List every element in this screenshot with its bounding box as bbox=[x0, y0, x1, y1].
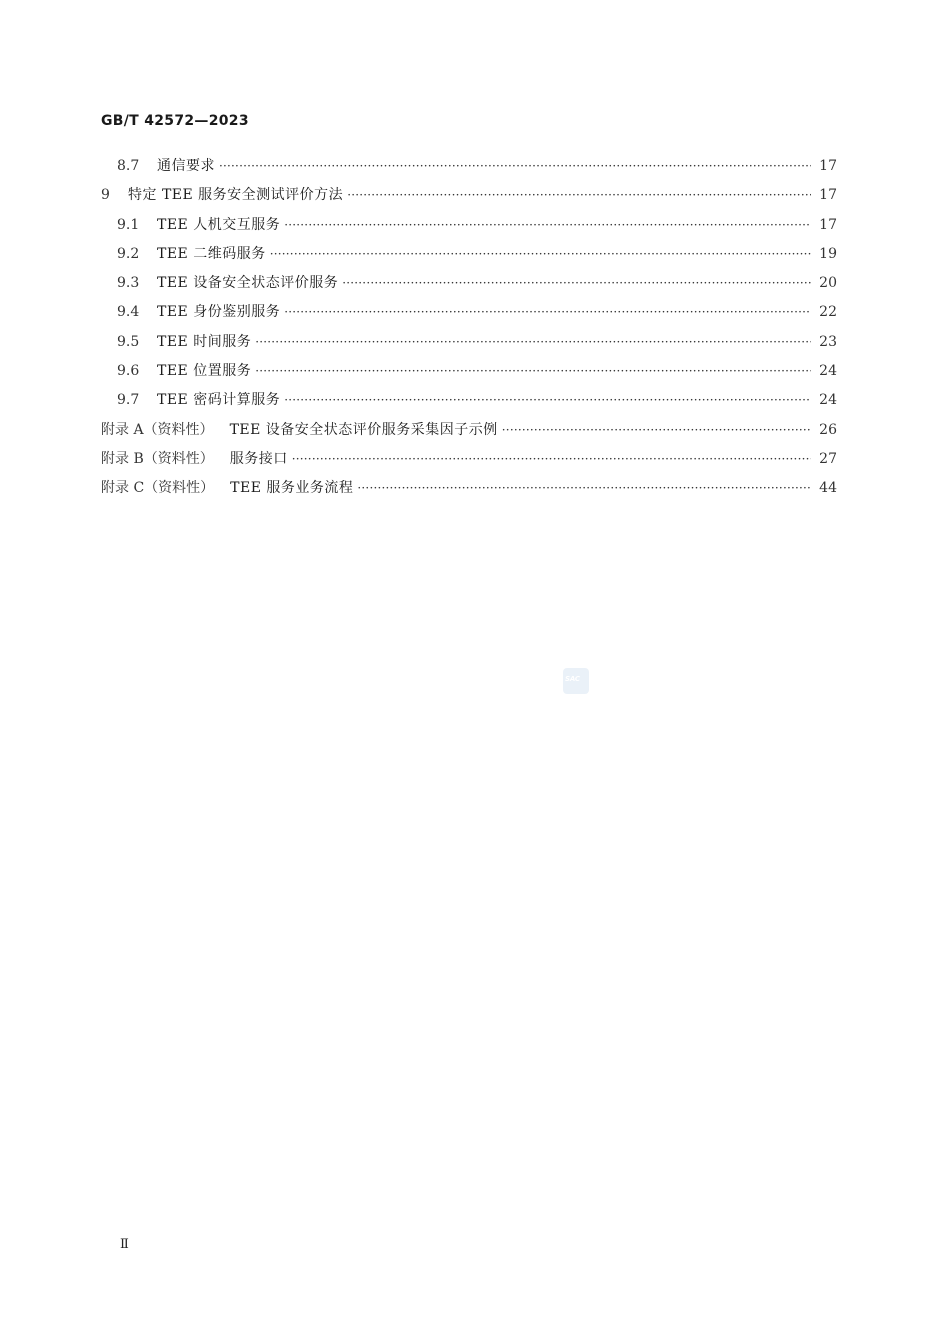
toc-entry-number: 附录 B（资料性） bbox=[101, 450, 214, 467]
toc-entry-title: 服务接口 bbox=[229, 450, 288, 467]
toc-dot-leader bbox=[502, 416, 811, 445]
toc-dot-leader bbox=[284, 386, 811, 415]
toc-entry-page: 17 bbox=[819, 158, 837, 174]
toc-entry-title: 通信要求 bbox=[157, 158, 215, 174]
toc-dot-leader bbox=[292, 445, 811, 474]
toc-entry-page: 44 bbox=[819, 480, 837, 497]
toc-entry-number: 9.3 bbox=[117, 275, 140, 292]
toc-dot-leader bbox=[219, 152, 811, 181]
toc-entry-title: TEE 二维码服务 bbox=[157, 245, 266, 262]
toc-entry-page: 17 bbox=[819, 216, 837, 233]
toc-entry-title: TEE 服务业务流程 bbox=[230, 480, 354, 497]
toc-entry-title: TEE 设备安全状态评价服务采集因子示例 bbox=[229, 421, 498, 438]
toc-entry-9-5[interactable] bbox=[101, 328, 837, 357]
toc-entry-title: TEE 身份鉴别服务 bbox=[157, 304, 281, 321]
toc-entry-title: TEE 位置服务 bbox=[157, 363, 252, 380]
toc-entry-page: 17 bbox=[819, 187, 837, 204]
toc-dot-leader bbox=[270, 240, 811, 269]
toc-entry-number: 9 bbox=[101, 187, 110, 204]
toc-entry-title: 特定 TEE 服务安全测试评价方法 bbox=[128, 187, 344, 204]
toc-entry-number: 9.4 bbox=[117, 304, 140, 321]
toc-entry-9[interactable] bbox=[101, 181, 837, 210]
toc-entry-page: 27 bbox=[819, 450, 837, 467]
toc-entry-number: 附录 A（资料性） bbox=[101, 421, 214, 438]
toc-entry-number: 附录 C（资料性） bbox=[101, 480, 215, 497]
toc-entry-number: 9.6 bbox=[117, 363, 140, 380]
table-of-contents bbox=[101, 152, 837, 504]
toc-dot-leader bbox=[284, 298, 811, 327]
toc-entry-title: TEE 时间服务 bbox=[157, 333, 252, 350]
toc-dot-leader bbox=[255, 328, 811, 357]
toc-entry-number: 9.1 bbox=[117, 216, 140, 233]
toc-entry-page: 26 bbox=[819, 421, 837, 438]
toc-dot-leader bbox=[255, 357, 811, 386]
sac-watermark-logo bbox=[563, 668, 589, 694]
toc-entry-appendix-b[interactable] bbox=[101, 445, 837, 474]
toc-entry-page: 23 bbox=[819, 333, 837, 350]
toc-entry-page: 22 bbox=[819, 304, 837, 321]
sac-watermark-text: SAC bbox=[565, 675, 580, 683]
toc-entry-title: TEE 密码计算服务 bbox=[157, 392, 281, 409]
toc-entry-title: TEE 人机交互服务 bbox=[157, 216, 281, 233]
toc-entry-9-4[interactable] bbox=[101, 298, 837, 327]
toc-entry-9-7[interactable] bbox=[101, 386, 837, 415]
toc-entry-number: 9.5 bbox=[117, 333, 140, 350]
toc-entry-appendix-a[interactable] bbox=[101, 416, 837, 445]
toc-entry-appendix-c[interactable] bbox=[101, 474, 837, 503]
toc-entry-page: 19 bbox=[819, 245, 837, 262]
page-number: Ⅱ bbox=[120, 1237, 129, 1252]
toc-entry-8-7[interactable] bbox=[101, 152, 837, 181]
toc-entry-number: 8.7 bbox=[117, 158, 140, 174]
toc-entry-page: 24 bbox=[819, 363, 837, 380]
toc-entry-page: 20 bbox=[819, 275, 837, 292]
toc-entry-9-6[interactable] bbox=[101, 357, 837, 386]
toc-entry-9-1[interactable] bbox=[101, 211, 837, 240]
toc-entry-page: 24 bbox=[819, 392, 837, 409]
toc-entry-9-2[interactable] bbox=[101, 240, 837, 269]
toc-entry-9-3[interactable] bbox=[101, 269, 837, 298]
toc-dot-leader bbox=[347, 181, 811, 210]
toc-entry-title: TEE 设备安全状态评价服务 bbox=[157, 275, 339, 292]
toc-dot-leader bbox=[357, 474, 811, 503]
standard-number-header: GB/T 42572—2023 bbox=[101, 113, 249, 129]
toc-entry-number: 9.7 bbox=[117, 392, 140, 409]
toc-dot-leader bbox=[342, 269, 811, 298]
toc-entry-number: 9.2 bbox=[117, 245, 140, 262]
toc-dot-leader bbox=[284, 211, 811, 240]
